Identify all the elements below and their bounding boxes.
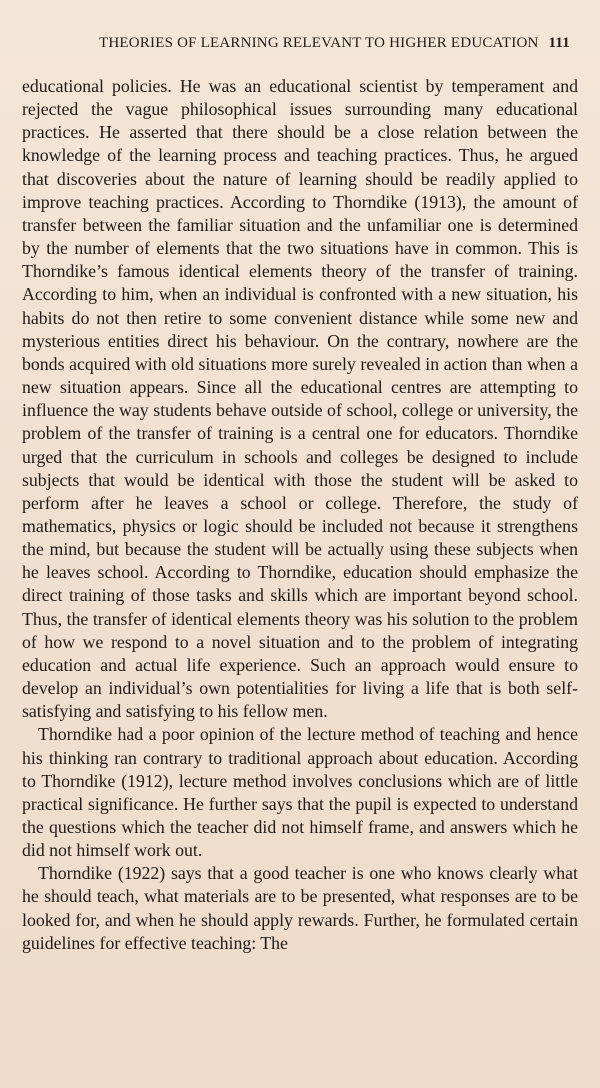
page-number: 111 [548, 35, 570, 51]
paragraph-3: Thorndike (1922) says that a good teacher is one who knows clearly what he should teach, what materials are to be presented, what responses are to be looked for, and when he should apply rewards. Further, he formulated certain guidelines for effective teaching: The [22, 863, 578, 953]
running-header [22, 35, 570, 59]
running-title: THEORIES OF LEARNING RELEVANT TO HIGHER EDUCATION [99, 35, 539, 51]
paragraph-2: Thorndike had a poor opinion of the lecture method of teaching and hence his thinking ran contrary to traditional approach about education. According to Thorndike (1912), lecture method involves conclusions which are of little practical significance. He further says that the pupil is expected to understand the questions which the teacher did not himself frame, and answers which he did not himself work out. [22, 724, 578, 861]
body-text [22, 75, 578, 955]
paragraph-1: educational policies. He was an educational scientist by temperament and rejected the vague philosophical issues surrounding many educational practices. He asserted that there should be a close relation between the knowledge of the learning process and teaching practices. Thus, he argued that discoveries about the nature of learning should be readily applied to improve teaching practices. According to Thorndike (1913), the amount of transfer between the familiar situation and the unfamiliar one is determined by the number of elements that the two situations have in common. This is Thorndike’s famous identical elements theory of the transfer of training. According to him, when an individual is confronted with a new situation, his habits do not then retire to some convenient distance while some new and mysterious entities direct his behaviour. On the contrary, nowhere are the bonds acquired with old situations more surely revealed in action than when a new situation appears. Since all the educational centres are attempting to influence the way students behave outside of school, college or university, the problem of the transfer of training is a central one for educators. Thorndike urged that the curriculum in schools and colleges be designed to include subjects that would be identical with those the student will be asked to perform after he leaves a school or college. Therefore, the study of mathematics, physics or logic should be included not because it strengthens the mind, but because the student will be actually using these subjects when he leaves school. According to Thorndike, education should emphasize the direct training of those tasks and skills which are important beyond school. Thus, the transfer of identical elements theory was his solution to the problem of how we respond to a novel situation and to the problem of integrating education and actual life experience. Such an approach would ensure to develop an individual’s own potentialities for living a life that is both self-satisfying and satisfying to his fellow men. [22, 76, 578, 722]
